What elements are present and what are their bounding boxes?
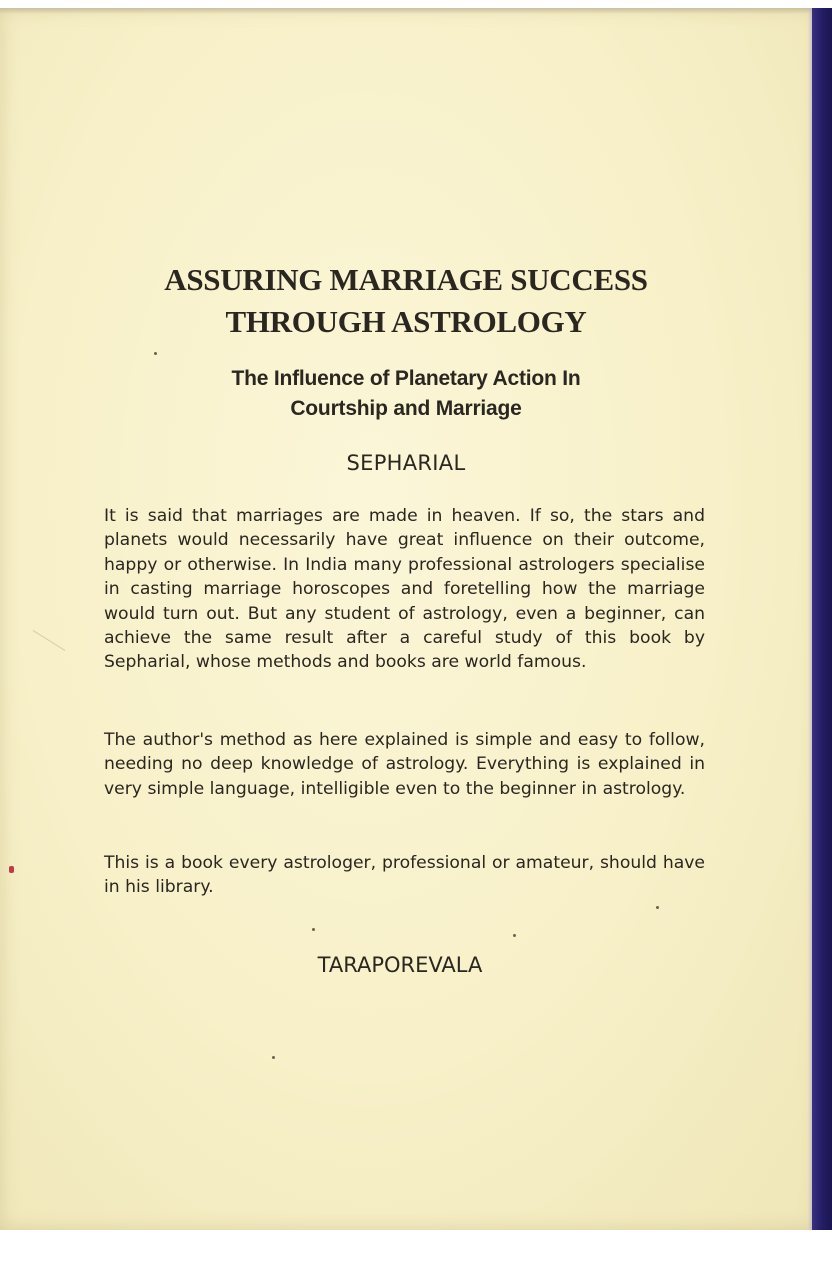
paper-speck (656, 906, 659, 909)
publisher-name: TARAPOREVALA (317, 953, 483, 977)
author-name: SEPHARIAL (346, 451, 466, 475)
blurb-paragraph-2: The author's method as here explained is simple and easy to follow, needing no deep knowledge of astrology. Everything is explained in very simple language, intelligible even to the beginner in astrology. (104, 730, 705, 799)
book-title-line-1: ASSURING MARRIAGE SUCCESS (164, 262, 648, 297)
cover-top-edge (0, 8, 818, 14)
book-subtitle-line-1: The Influence of Planetary Action In (231, 367, 581, 390)
blurb-paragraph-1: It is said that marriages are made in heaven. If so, the stars and planets would necessarily have great influence on their outcome, happy or otherwise. In India many professional astrologers specialise in casting marriage horoscopes and foretelling how the marriage would turn out. But any student of astrology, even a beginner, can achieve the same result after a careful study of this book by Sepharial, whose methods and books are world famous. (104, 506, 705, 673)
paper-speck (154, 352, 157, 355)
book-title-line-2: THROUGH ASTROLOGY (225, 304, 587, 339)
book-spine (812, 8, 832, 1230)
paper-speck (272, 1056, 275, 1059)
paper-speck (312, 928, 315, 931)
ink-mark (9, 866, 14, 873)
book-subtitle-line-2: Courtship and Marriage (290, 397, 522, 420)
blurb-paragraph-3: This is a book every astrologer, professional or amateur, should have in his library. (104, 853, 705, 898)
paper-speck (513, 934, 516, 937)
